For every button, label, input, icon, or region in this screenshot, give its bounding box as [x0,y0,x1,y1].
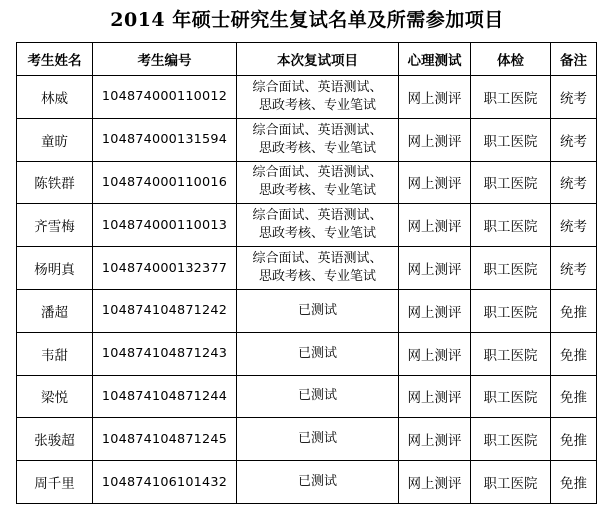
cell-name: 梁悦 [17,375,93,418]
cell-items-line: 思政考核、专业笔试 [258,97,376,113]
cell-items-line: 综合面试、英语测试、 [252,79,383,95]
table-row [17,375,597,418]
cell-medical-exam: 职工医院 [471,161,551,204]
cell-psych-test: 网上测评 [399,204,471,247]
table-row [17,161,597,204]
table-row [17,76,597,119]
cell-items-line: 综合面试、英语测试、 [252,122,383,138]
table-row [17,289,597,332]
cell-note: 统考 [551,76,597,119]
cell-items [237,418,399,461]
cell-medical-exam: 职工医院 [471,461,551,504]
cell-medical-exam: 职工医院 [471,76,551,119]
cell-psych-test: 网上测评 [399,76,471,119]
cell-items [237,247,399,290]
cell-items-line: 已测试 [297,302,337,318]
cell-note: 免推 [551,418,597,461]
cell-note: 统考 [551,247,597,290]
cell-note: 免推 [551,332,597,375]
cell-items-line: 思政考核、专业笔试 [258,183,376,199]
cell-note: 免推 [551,375,597,418]
cell-medical-exam: 职工医院 [471,289,551,332]
header-items: 本次复试项目 [237,43,399,76]
candidate-table [16,42,597,504]
cell-note: 统考 [551,118,597,161]
cell-psych-test: 网上测评 [399,161,471,204]
cell-items [237,161,399,204]
cell-items [237,118,399,161]
cell-name: 杨明真 [17,247,93,290]
cell-items [237,332,399,375]
cell-id: 104874000110013 [93,204,237,247]
table-row [17,204,597,247]
cell-medical-exam: 职工医院 [471,118,551,161]
cell-items-line: 思政考核、专业笔试 [258,269,376,285]
cell-items [237,461,399,504]
cell-items-line: 已测试 [297,345,337,361]
cell-name: 童昉 [17,118,93,161]
cell-medical-exam: 职工医院 [471,204,551,247]
cell-id: 104874106101432 [93,461,237,504]
cell-items-line: 综合面试、英语测试、 [252,251,383,267]
table-row [17,118,597,161]
cell-psych-test: 网上测评 [399,461,471,504]
cell-name: 陈铁群 [17,161,93,204]
cell-name: 张骏超 [17,418,93,461]
cell-name: 潘超 [17,289,93,332]
cell-name: 周千里 [17,461,93,504]
cell-note: 统考 [551,204,597,247]
header-psych-test: 心理测试 [399,43,471,76]
cell-id: 104874104871243 [93,332,237,375]
table-header-row [17,43,597,76]
cell-items-line: 综合面试、英语测试、 [252,208,383,224]
cell-name: 齐雪梅 [17,204,93,247]
cell-medical-exam: 职工医院 [471,418,551,461]
table-row [17,461,597,504]
cell-name: 林威 [17,76,93,119]
table-row [17,332,597,375]
cell-id: 104874000110012 [93,76,237,119]
header-id: 考生编号 [93,43,237,76]
cell-items-line: 已测试 [297,431,337,447]
cell-id: 104874104871244 [93,375,237,418]
table-body [17,76,597,504]
cell-id: 104874000131594 [93,118,237,161]
cell-note: 免推 [551,289,597,332]
cell-note: 免推 [551,461,597,504]
header-medical-exam: 体检 [471,43,551,76]
header-name: 考生姓名 [17,43,93,76]
cell-psych-test: 网上测评 [399,375,471,418]
page-title: 2014 年硕士研究生复试名单及所需参加项目 [110,9,504,31]
cell-items-line: 思政考核、专业笔试 [258,140,376,156]
cell-psych-test: 网上测评 [399,418,471,461]
cell-psych-test: 网上测评 [399,118,471,161]
header-note: 备注 [551,43,597,76]
cell-psych-test: 网上测评 [399,332,471,375]
cell-note: 统考 [551,161,597,204]
cell-id: 104874104871245 [93,418,237,461]
cell-items [237,375,399,418]
cell-id: 104874104871242 [93,289,237,332]
cell-medical-exam: 职工医院 [471,375,551,418]
cell-items-line: 已测试 [297,388,337,404]
cell-medical-exam: 职工医院 [471,332,551,375]
table-row [17,247,597,290]
cell-items-line: 思政考核、专业笔试 [258,226,376,242]
table-row [17,418,597,461]
cell-id: 104874000110016 [93,161,237,204]
cell-name: 韦甜 [17,332,93,375]
cell-psych-test: 网上测评 [399,247,471,290]
cell-items [237,204,399,247]
cell-medical-exam: 职工医院 [471,247,551,290]
cell-items [237,289,399,332]
cell-items [237,76,399,119]
cell-id: 104874000132377 [93,247,237,290]
cell-psych-test: 网上测评 [399,289,471,332]
cell-items-line: 已测试 [297,474,337,490]
cell-items-line: 综合面试、英语测试、 [252,165,383,181]
